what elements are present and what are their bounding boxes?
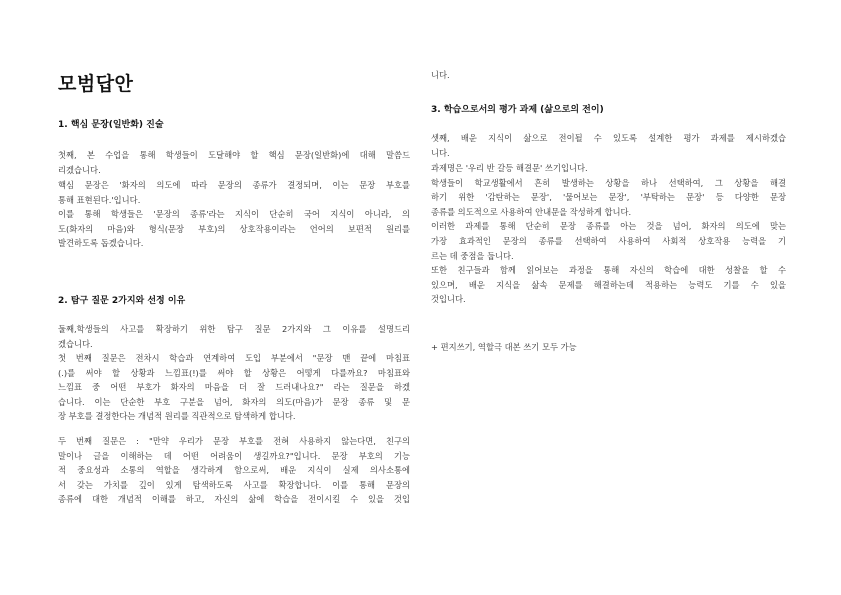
text-line: 첫째, 본 수업을 통해 학생들이 도달해야 할 핵심 문장(일반화)에 대해 말씀드 <box>58 150 410 160</box>
text-line: 리겠습니다. <box>58 164 101 175</box>
section-1-paragraph-2 <box>58 178 410 207</box>
section-3-paragraph-2 <box>431 161 786 307</box>
text-line: 또한 친구들과 함께 읽어보는 과정을 통해 자신의 학습에 대한 성찰을 할 수 <box>431 265 786 276</box>
text-line: 도(화자의 마음)와 형식(문장 부호)의 상호작용이라는 언어의 보편적 원리를 <box>58 223 410 234</box>
text-line: 니다. <box>431 147 450 158</box>
text-line: 하기 위한 '감탄하는 문장', '물어보는 문장', '부탁하는 문장' 등 다양한 문장 <box>431 192 786 203</box>
text-line: 이를 통해 학생들은 '문장의 종류'라는 지식이 단순히 국어 지식이 아니라, 의 <box>58 209 410 219</box>
text-line: 서 갖는 가치를 깊이 있게 탐색하도록 사고를 확장합니다. 이를 통해 문장의 <box>58 479 410 490</box>
text-line: 겠습니다. <box>58 338 93 349</box>
text-line: 습니다. 이는 단순한 부호 구분을 넘어, 화자의 의도(마음)가 문장 종류 및 문 <box>58 396 410 407</box>
text-line: 셋째, 배운 지식이 삶으로 전이될 수 있도록 설계한 평가 과제를 제시하겠습 <box>431 133 786 143</box>
text-line: (.)를 써야 할 상황과 느낌표(!)를 써야 할 상황은 어떻게 다를까요? 마침표와 <box>58 367 410 378</box>
carryover-text <box>431 68 786 83</box>
text-line: 르는 데 중점을 둡니다. <box>431 250 514 261</box>
text-line: 적 중요성과 소통의 역할을 생각하게 함으로써, 배운 지식이 실제 의사소통에 <box>58 465 410 476</box>
text-line: 핵심 문장은 '화자의 의도에 따라 문장의 종류가 결정되며, 이는 문장 부호를 <box>58 180 410 190</box>
text-line: 느낌표 중 어떤 부호가 화자의 마음을 더 잘 드러내나요?" 라는 질문을 하겠 <box>58 382 410 393</box>
section-2-paragraph-1 <box>58 322 410 351</box>
section-2-paragraph-2 <box>58 351 410 424</box>
section-3-heading: 3. 학습으로서의 평가 과제 (삶으로의 전이) <box>431 105 604 115</box>
text-line: 장 부호를 결정한다는 개념적 원리를 직관적으로 탐색하게 합니다. <box>58 411 296 422</box>
text-line: 과제명은 '우리 반 갈등 해결문' 쓰기입니다. <box>431 163 588 173</box>
text-line: 통해 표현된다.'입니다. <box>58 194 141 205</box>
text-line: 니다. <box>431 70 450 80</box>
text-line: 이러한 과제를 통해 단순히 문장 종류를 아는 것을 넘어, 화자의 의도에 맞는 <box>431 221 786 232</box>
section-1-heading: 1. 핵심 문장(일반화) 진술 <box>58 120 164 130</box>
text-line: 첫 번째 질문은 전차시 학습과 연계하여 도입 부분에서 "문장 맨 끝에 마침표 <box>58 353 410 363</box>
text-line: 종류에 대한 개념적 이해를 하고, 자신의 삶에 학습을 전이시킬 수 있을 것입 <box>58 494 410 505</box>
text-line: 두 번째 질문은 : "만약 우리가 문장 부호를 전혀 사용하지 않는다면, 친구의 <box>58 436 410 446</box>
text-line: 있으며, 배운 지식을 삶속 문제를 해결하는데 적용하는 능력도 기를 수 있을 <box>431 279 786 290</box>
section-3-paragraph-1 <box>431 131 786 160</box>
text-line: 말이나 글을 이해하는 데 어떤 어려움이 생길까요?"입니다. 문장 부호의 기능 <box>58 450 410 461</box>
text-line: + 편지쓰기, 역할극 대본 쓰기 모두 가능 <box>431 342 577 352</box>
section-2-heading: 2. 탐구 질문 2가지와 선정 이유 <box>58 296 186 306</box>
text-line: 가장 효과적인 문장의 종류를 선택하여 사용하여 사회적 상호작용 능력을 기 <box>431 235 786 246</box>
text-line: 발견하도록 돕겠습니다. <box>58 238 144 249</box>
section-1-paragraph-1 <box>58 148 410 177</box>
page-title: 모범답안 <box>58 73 134 95</box>
section-1-paragraph-3 <box>58 207 410 251</box>
text-line: 둘째,학생들의 사고를 확장하기 위한 탐구 질문 2가지와 그 이유를 설명드리 <box>58 324 410 334</box>
section-2-paragraph-3 <box>58 434 410 507</box>
text-line: 것입니다. <box>431 294 466 305</box>
section-3-note <box>431 340 786 355</box>
text-line: 종류를 의도적으로 사용하여 안내문을 작성하게 합니다. <box>431 206 632 217</box>
text-line: 학생들이 학교생활에서 흔히 발생하는 상황을 하나 선택하여, 그 상황을 해결 <box>431 177 786 188</box>
